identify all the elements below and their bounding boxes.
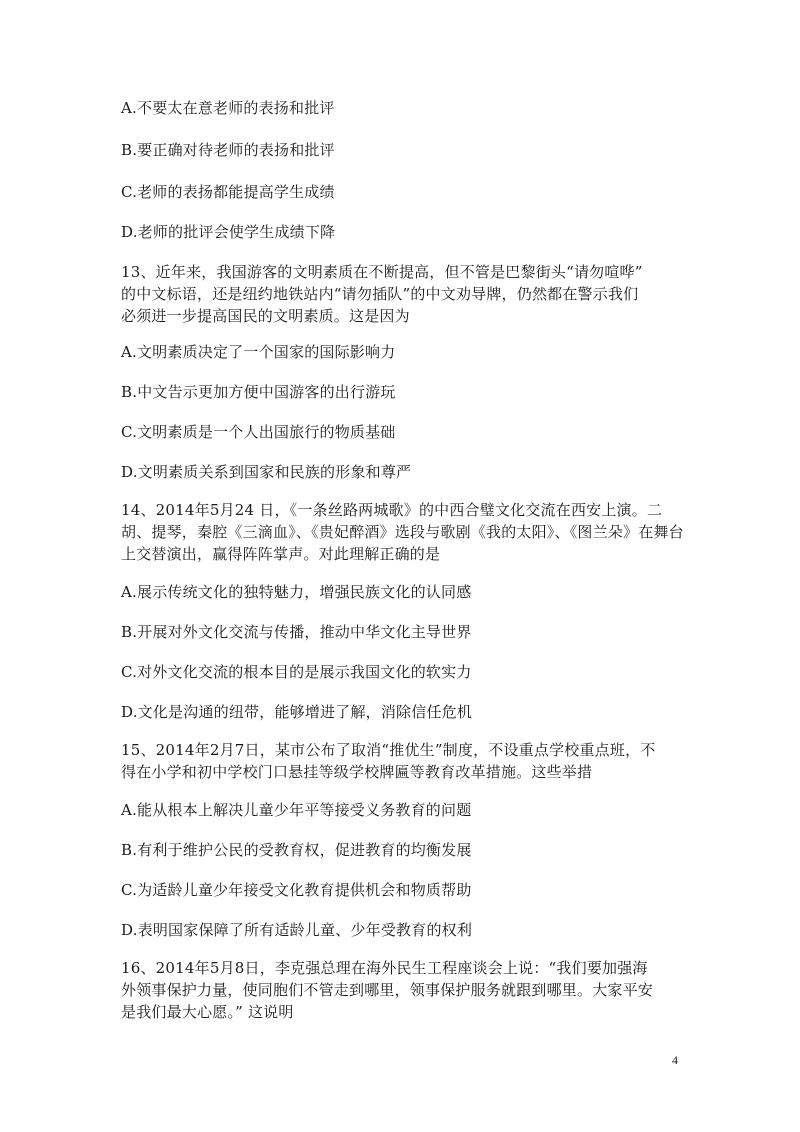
q12-option-b[interactable]: B.要正确对待老师的表扬和批评: [121, 141, 335, 159]
q15-stem-line: 15、2014年2月7日，某市公布了取消“推优生”制度，不设重点学校重点班，不: [121, 741, 656, 759]
q15-option-c[interactable]: C.为适龄儿童少年接受文化教育提供机会和物质帮助: [121, 881, 472, 899]
q14-option-a[interactable]: A.展示传统文化的独特魅力，增强民族文化的认同感: [121, 583, 472, 601]
q13-option-a[interactable]: A.文明素质决定了一个国家的国际影响力: [121, 343, 396, 361]
q14-option-b[interactable]: B.开展对外文化交流与传播，推动中华文化主导世界: [121, 623, 472, 641]
q13-stem-line: 的中文标语，还是纽约地铁站内“请勿插队”的中文劝导牌，仍然都在警示我们: [121, 285, 639, 303]
q14-stem-line: 14、2014年5月24 日，《一条丝路两城歌》的中西合璧文化交流在西安上演。二: [121, 501, 663, 519]
q16-stem-line: 外领事保护力量，使同胞们不管走到哪里，领事保护服务就跟到哪里。大家平安: [121, 981, 654, 999]
page-number: 4: [672, 1053, 678, 1067]
q14-stem-line: 胡、提琴，秦腔《三滴血》、《贵妃醉酒》选段与歌剧《我的太阳》、《图兰朵》在舞台: [121, 523, 684, 541]
q13-option-c[interactable]: C.文明素质是一个人出国旅行的物质基础: [121, 423, 396, 441]
q15-option-b[interactable]: B.有利于维护公民的受教育权，促进教育的均衡发展: [121, 841, 472, 859]
q13-stem-line: 必须进一步提高国民的文明素质。这是因为: [121, 307, 410, 325]
q13-option-b[interactable]: B.中文告示更加方便中国游客的出行游玩: [121, 383, 396, 401]
q13-stem-line: 13、近年来，我国游客的文明素质在不断提高，但不管是巴黎街头“请勿喧哗”: [121, 263, 643, 281]
q13-option-d[interactable]: D.文明素质关系到国家和民族的形象和尊严: [121, 463, 412, 481]
q16-stem-line: 是我们最大心愿。” 这说明: [121, 1003, 294, 1021]
q14-stem-line: 上交替演出，赢得阵阵掌声。对此理解正确的是: [121, 545, 441, 563]
q16-stem-line: 16、2014年5月8日，李克强总理在海外民生工程座谈会上说：“我们要加强海: [121, 959, 648, 977]
q15-stem-line: 得在小学和初中学校门口悬挂等级学校牌匾等教育改革措施。这些举措: [121, 763, 593, 781]
q15-option-d[interactable]: D.表明国家保障了所有适龄儿童、少年受教育的权利: [121, 921, 473, 939]
q15-option-a[interactable]: A.能从根本上解决儿童少年平等接受义务教育的问题: [121, 801, 472, 819]
q14-option-d[interactable]: D.文化是沟通的纽带，能够增进了解，消除信任危机: [121, 703, 473, 721]
q12-option-a[interactable]: A.不要太在意老师的表扬和批评: [121, 99, 335, 117]
q12-option-d[interactable]: D.老师的批评会使学生成绩下降: [121, 223, 336, 241]
q14-option-c[interactable]: C.对外文化交流的根本目的是展示我国文化的软实力: [121, 663, 472, 681]
q12-option-c[interactable]: C.老师的表扬都能提高学生成绩: [121, 183, 335, 201]
